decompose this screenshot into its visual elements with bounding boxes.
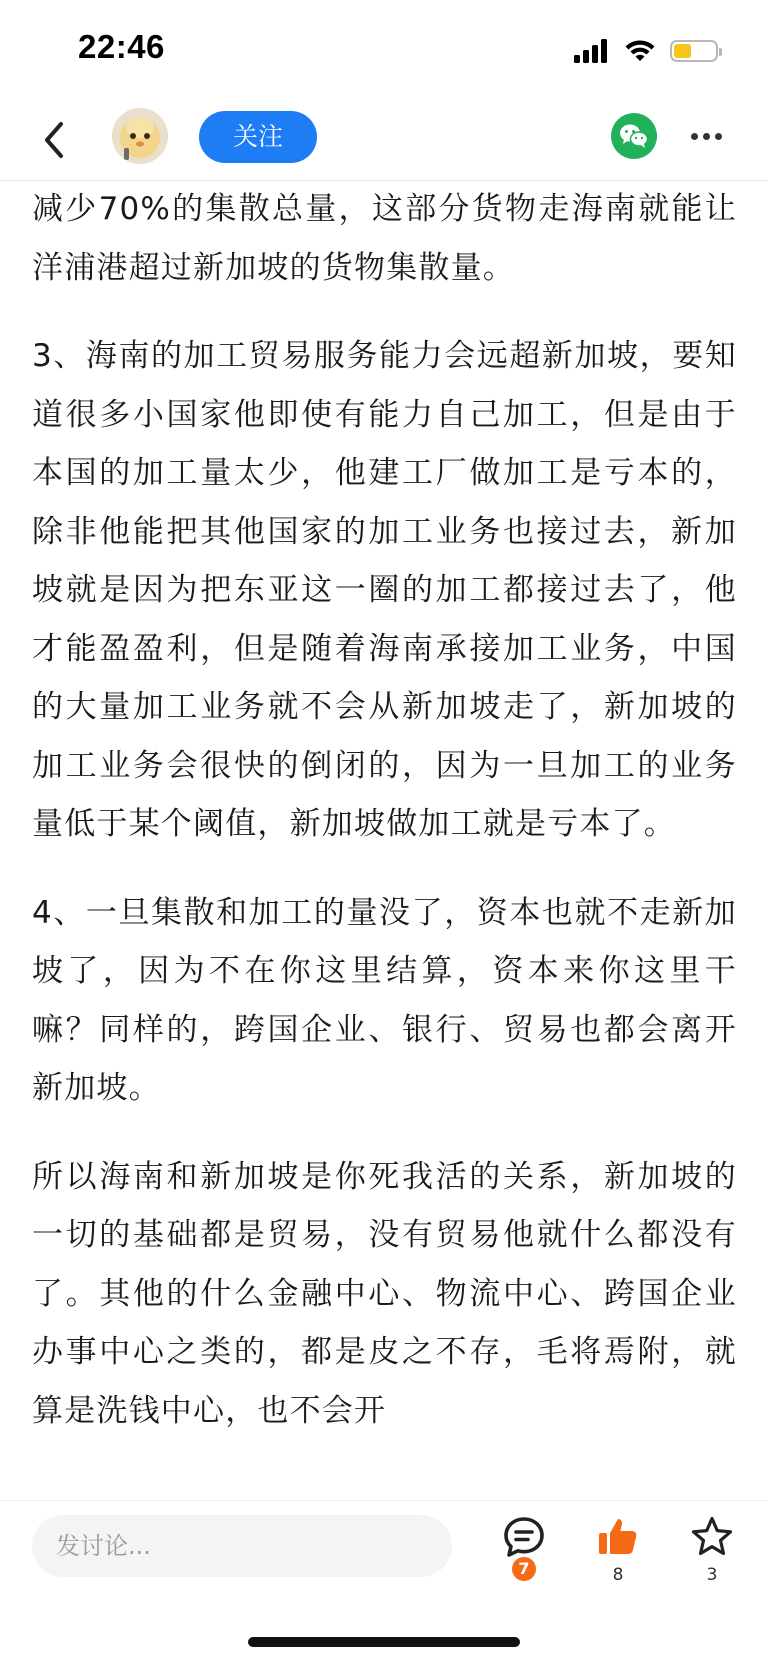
- like-button[interactable]: [588, 1515, 648, 1595]
- article-paragraph: 减少70%的集散总量，这部分货物走海南就能让洋浦港超过新加坡的货物集散量。: [32, 191, 737, 286]
- favorite-count: 3: [706, 1565, 718, 1585]
- back-icon: [39, 120, 69, 160]
- star-icon: [690, 1515, 734, 1559]
- comment-button[interactable]: [494, 1515, 554, 1595]
- more-icon-dot: [715, 133, 722, 140]
- favorite-button[interactable]: [682, 1515, 742, 1595]
- status-bar: [0, 0, 768, 100]
- article-header: [0, 100, 768, 181]
- article-paragraph: 所以海南和新加坡是你死我活的关系，新加坡的一切的基础都是贸易，没有贸易他就什么都没有了。其他的什么金融中心、物流中心、跨国企业办事中心之类的，都是皮之不存，毛将焉附，就算是洗钱中心，也不会开: [32, 1158, 737, 1429]
- more-icon-dot: [703, 133, 710, 140]
- author-avatar[interactable]: [112, 108, 168, 164]
- article-paragraph: 3、海南的加工贸易服务能力会远超新加坡，要知道很多小国家他即使有能力自己加工，但是由于本国的加工量太少，他建工厂做加工是亏本的，除非他能把其他国家的加工业务也接过去，新加坡就是因为把东亚这一圈的加工都接过去了，他才能盈盈利，但是随着海南承接加工业务，中国的大量加工业务就不会从新加坡走了，新加坡的加工业务会很快的倒闭的，因为一旦加工的业务量低于某个阈值，新加坡做加工就是亏本了。: [32, 338, 737, 842]
- follow-button[interactable]: 关注: [199, 111, 317, 163]
- signal-icon: [574, 39, 610, 63]
- wechat-icon: [619, 123, 649, 149]
- avatar-image: [112, 108, 168, 164]
- home-indicator: [248, 1637, 520, 1647]
- status-icons: [574, 36, 718, 66]
- article-paragraph: 4、一旦集散和加工的量没了，资本也就不走新加坡了，因为不在你这里结算，资本来你这里干嘛？同样的，跨国企业、银行、贸易也都会离开新加坡。: [32, 894, 737, 1106]
- comment-count-badge: 7: [512, 1557, 536, 1581]
- back-button[interactable]: [26, 112, 82, 168]
- more-icon: [691, 133, 698, 140]
- wechat-share-button[interactable]: [611, 113, 657, 159]
- article-body: [32, 180, 737, 1500]
- like-count: 8: [612, 1565, 624, 1585]
- wifi-icon: [624, 39, 656, 63]
- comment-icon: [502, 1515, 546, 1559]
- more-button[interactable]: [684, 114, 728, 158]
- comment-input[interactable]: 发讨论...: [32, 1515, 452, 1577]
- status-time: 22:46: [78, 28, 165, 65]
- thumbs-up-icon: [596, 1515, 640, 1559]
- battery-icon: [670, 40, 718, 62]
- battery-fill: [674, 44, 691, 58]
